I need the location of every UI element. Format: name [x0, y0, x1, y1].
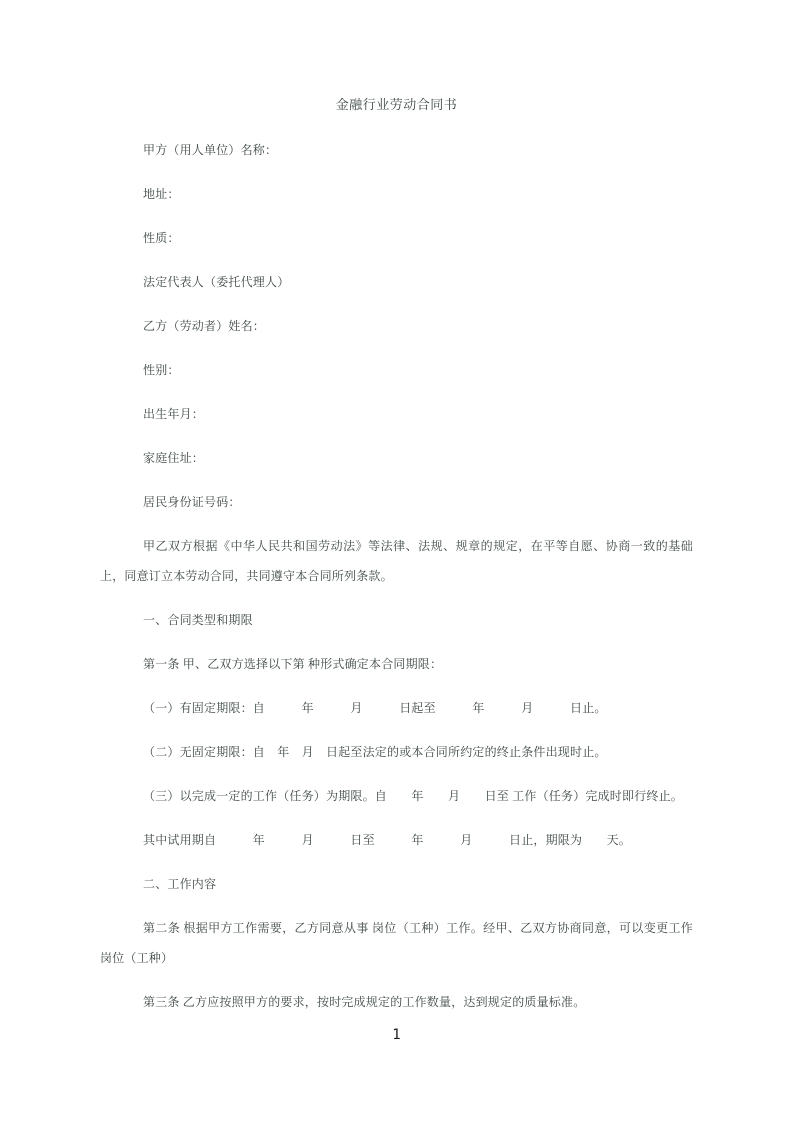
paragraph: （一）有固定期限：自 年 月 日起至 年 月 日止。: [143, 701, 607, 715]
paragraph: （二）无固定期限：自 年 月 日起至法定的或本合同所约定的终止条件出现时止。: [143, 745, 607, 759]
form-field-line: 家庭住址：: [143, 451, 205, 465]
paragraph: （三）以完成一定的工作（任务）为期限。自 年 月 日至 工作（任务）完成时即行终止。: [143, 789, 684, 803]
form-field-line: 出生年月：: [143, 407, 205, 421]
paragraph: 第一条 甲、乙双方选择以下第 种形式确定本合同期限：: [143, 657, 443, 671]
form-field-line: 性质：: [143, 231, 180, 245]
form-field-line: 居民身份证号码：: [143, 495, 241, 509]
document-body: [100, 135, 693, 1017]
document-title: 金融行业劳动合同书: [335, 97, 458, 112]
section-heading: 一、合同类型和期限: [143, 613, 253, 627]
paragraph: 第三条 乙方应按照甲方的要求，按时完成规定的工作数量，达到规定的质量标准。: [143, 995, 586, 1009]
page-number: 1: [392, 1027, 401, 1043]
paragraph: 其中试用期自 年 月 日至 年 月 日止，期限为 天。: [143, 833, 632, 847]
paragraph: 甲乙双方根据《中华人民共和国劳动法》等法律、法规、规章的规定，在平等自愿、协商一致的基础上，同意订立本劳动合同，共同遵守本合同所列条款。: [100, 539, 693, 583]
form-field-line: 性别：: [143, 363, 180, 377]
form-field-line: 乙方（劳动者）姓名：: [143, 319, 266, 333]
paragraph: 第二条 根据甲方工作需要，乙方同意从事 岗位（工种）工作。经甲、乙双方协商同意，可以变更工作岗位（工种）: [100, 921, 693, 965]
form-field-line: 法定代表人（委托代理人）: [143, 275, 290, 289]
form-field-line: 甲方（用人单位）名称：: [143, 143, 278, 157]
form-field-line: 地址：: [143, 187, 180, 201]
section-heading: 二、工作内容: [143, 877, 217, 891]
